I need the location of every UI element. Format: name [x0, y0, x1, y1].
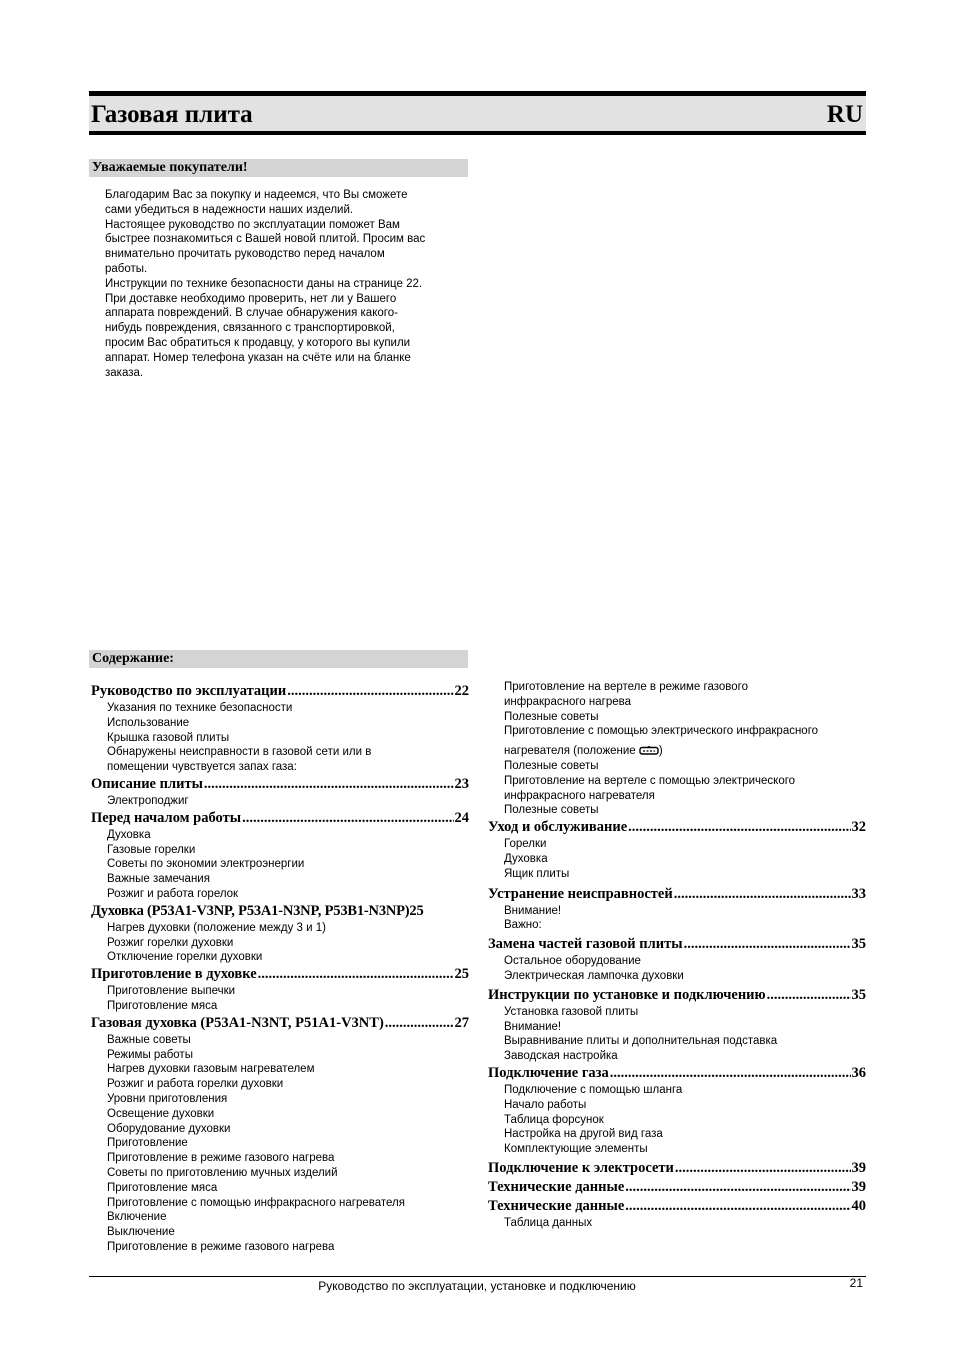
toc-entry[interactable] [488, 986, 866, 1005]
toc-subentry: Газовые горелки [107, 843, 196, 856]
toc-subentry: Приготовление выпечки [107, 985, 236, 998]
toc-entry-page: 32 [851, 819, 866, 836]
toc-entry-title: Подключение газа [488, 1064, 609, 1081]
toc-left-column [91, 682, 469, 1255]
toc-subentries [91, 1033, 469, 1255]
toc-entry-title: Описание плиты [91, 775, 203, 792]
toc-subentry: Настройка на другой вид газа [504, 1128, 663, 1141]
intro-line: заказа. [105, 366, 144, 379]
toc-subentry: Духовка [107, 828, 151, 841]
toc-entry-page: 33 [851, 885, 866, 902]
toc-subentry: нагревателя (положение ) [504, 745, 663, 758]
toc-entry-page: 23 [454, 775, 469, 792]
toc-subentries [488, 837, 866, 881]
toc-subentry: Освещение духовки [107, 1107, 215, 1120]
intro-line: сами убедиться в надежности наших изделий. [105, 203, 354, 216]
toc-entry[interactable] [488, 1197, 866, 1216]
toc-subentries [91, 921, 469, 965]
toc-subentry: Электроподжиг [107, 794, 189, 807]
toc-entry[interactable] [91, 1014, 469, 1033]
toc-heading: Содержание: [89, 650, 468, 668]
toc-entry-page: 27 [454, 1014, 469, 1031]
toc-entry-title: Приготовление в духовке [91, 966, 257, 983]
toc-right-column [488, 680, 866, 1231]
toc-subentry: Выключение [107, 1226, 175, 1239]
toc-subentry: Уровни приготовления [107, 1092, 228, 1105]
toc-subentry: Важные замечания [107, 873, 210, 886]
toc-entry[interactable] [488, 935, 866, 954]
intro-line: работы. [105, 262, 148, 275]
infrared-heater-mode-icon [639, 746, 659, 755]
toc-subentry: Указания по технике безопасности [107, 702, 293, 714]
toc-entry[interactable] [91, 775, 469, 794]
toc-subentry: Комплектующие элементы [504, 1143, 648, 1156]
toc-entry-page: 25 [454, 966, 469, 983]
toc-entry[interactable] [488, 1064, 866, 1083]
intro-line: нибудь повреждения, связанного с транспортировкой, [105, 322, 395, 335]
toc-entry-page: 36 [851, 1064, 866, 1081]
intro-line: просим Вас обратиться к продавцу, у которого вы купили [105, 336, 411, 349]
intro-line: Инструкции по технике безопасности даны на странице 22. [105, 277, 423, 290]
toc-entry-page: 35 [851, 986, 866, 1003]
toc-subentry: Полезные советы [504, 710, 599, 723]
toc-subentry: Приготовление с помощью инфракрасного нагревателя [107, 1196, 405, 1209]
toc-subentry: помещении чувствуется запах газа: [107, 761, 297, 774]
toc-entry-title: Технические данные [488, 1197, 625, 1214]
toc-subentries [91, 794, 469, 809]
toc-subentry: Режимы работы [107, 1048, 193, 1061]
toc-entry-title: Инструкции по установке и подключению [488, 986, 766, 1003]
toc-subentry: Отключение горелки духовки [107, 951, 263, 964]
toc-subentry: Ящик плиты [504, 867, 570, 880]
toc-subentries [488, 680, 866, 818]
toc-entry-title: Замена частей газовой плиты [488, 936, 683, 953]
toc-entry-page: 39 [851, 1159, 866, 1176]
intro-line: быстрее познакомиться с Вашей новой плитой. Просим вас [105, 233, 426, 246]
header-bottom-rule [89, 131, 866, 135]
intro-line: внимательно прочитать руководство перед началом [105, 248, 385, 261]
toc-subentry: Нагрев духовки (положение между 3 и 1) [107, 921, 326, 934]
toc-subentries [488, 1083, 866, 1157]
footer-title: Руководство по эксплуатации, установке и подключению [318, 1279, 636, 1293]
toc-entry[interactable] [91, 682, 469, 701]
page-number: 21 [849, 1276, 863, 1290]
toc-entry[interactable] [91, 902, 469, 921]
intro-line: При доставке необходимо проверить, нет ли у Вашего [105, 292, 397, 305]
toc-entry[interactable] [488, 1159, 866, 1178]
toc-subentries [488, 904, 866, 934]
toc-subentry: Внимание! [504, 904, 562, 917]
toc-entry-title: Устранение неисправностей [488, 885, 673, 902]
toc-subentry: Таблица данных [504, 1216, 593, 1229]
toc-subentry: Включение [107, 1211, 167, 1224]
toc-entry-title: Руководство по эксплуатации [91, 683, 287, 699]
toc-subentry: Обнаружены неисправности в газовой сети или в [107, 746, 372, 759]
toc-subentry: Электрическая лампочка духовки [504, 969, 684, 982]
toc-subentry: Начало работы [504, 1098, 587, 1111]
intro-heading: Уважаемые покупатели! [89, 159, 468, 177]
toc-entry[interactable] [488, 818, 866, 837]
toc-subentry: Нагрев духовки газовым нагревателем [107, 1063, 315, 1076]
toc-subentry: Использование [107, 716, 190, 729]
toc-subentry: Горелки [504, 838, 547, 851]
toc-subentry: Приготовление с помощью электрического инфракрасного [504, 725, 819, 738]
toc-subentries [91, 984, 469, 1014]
toc-entry[interactable] [91, 809, 469, 828]
toc-entry-title: Подключение к электросети [488, 1159, 674, 1176]
toc-subentry: Подключение с помощью шланга [504, 1083, 683, 1096]
toc-subentries [91, 828, 469, 902]
intro-line: Настоящее руководство по эксплуатации поможет Вам [105, 218, 400, 231]
toc-entry-title: Технические данные [488, 1178, 625, 1195]
toc-entry-title: Газовая духовка (P53A1-N3NT, P51A1-V3NT) [91, 1014, 384, 1031]
toc-subentry: Духовка [504, 852, 548, 865]
toc-subentry: Оборудование духовки [107, 1122, 231, 1135]
language-code: RU [826, 101, 863, 128]
intro-line: аппарат. Номер телефона указан на счёте или на бланке [105, 351, 411, 364]
intro-line: Благодарим Вас за покупку и надеемся, что Вы сможете [105, 189, 408, 201]
toc-entry[interactable] [488, 1178, 866, 1197]
toc-subentry: Полезные советы [504, 759, 599, 772]
toc-subentry: Выравнивание плиты и дополнительная подставка [504, 1035, 778, 1048]
intro-text [105, 188, 475, 380]
toc-subentry: Приготовление [107, 1137, 188, 1150]
toc-subentry: Приготовление в режиме газового нагрева [107, 1240, 335, 1253]
toc-subentry: Установка газовой плиты [504, 1005, 639, 1018]
toc-subentry: Полезные советы [504, 804, 599, 817]
toc-subentry: Важно: [504, 919, 542, 932]
toc-subentry: Заводская настройка [504, 1050, 618, 1063]
footer-rule [89, 1276, 866, 1277]
toc-entry-page: 24 [454, 809, 469, 826]
toc-subentry: Крышка газовой плиты [107, 731, 230, 744]
toc-subentry: Советы по экономии электроэнергии [107, 858, 305, 871]
toc-subentries [488, 1216, 866, 1231]
toc-entry-page: 22 [454, 683, 469, 699]
toc-subentry: Розжиг горелки духовки [107, 936, 234, 949]
toc-subentry: Таблица форсунок [504, 1113, 604, 1126]
toc-subentry: инфракрасного нагревателя [504, 789, 655, 802]
toc-subentry: Приготовление мяса [107, 999, 218, 1012]
toc-subentries [488, 1005, 866, 1064]
toc-subentry: Приготовление на вертеле с помощью электрического [504, 774, 796, 787]
intro-line: аппарата повреждений. В случае обнаружения какого- [105, 307, 398, 320]
toc-subentry: Розжиг и работа горелок [107, 887, 239, 900]
toc-subentry: Приготовление мяса [107, 1181, 218, 1194]
toc-subentry: Важные советы [107, 1033, 191, 1046]
toc-entry[interactable] [91, 965, 469, 984]
toc-entry-page: 39 [851, 1178, 866, 1195]
toc-entry[interactable] [488, 885, 866, 904]
toc-subentry: Приготовление в режиме газового нагрева [107, 1152, 335, 1165]
toc-entry-page: 40 [851, 1197, 866, 1214]
toc-entry-title: Перед началом работы [91, 809, 242, 826]
toc-subentry: Приготовление на вертеле в режиме газового [504, 681, 748, 693]
toc-subentries [488, 954, 866, 984]
toc-subentries [91, 701, 469, 775]
toc-subentry: Розжиг и работа горелки духовки [107, 1078, 284, 1091]
toc-subentry: Внимание! [504, 1020, 562, 1033]
toc-subentry: Остальное оборудование [504, 955, 641, 968]
toc-entry-title: Духовка (P53A1-V3NP, P53A1-N3NP, P53B1-N3NP) [91, 902, 410, 919]
toc-subentry: Советы по приготовлению мучных изделий [107, 1166, 338, 1179]
toc-entry-page: 35 [851, 936, 866, 953]
toc-entry-page: 25 [409, 902, 424, 919]
document-title: Газовая плита [91, 101, 253, 128]
toc-subentry: инфракрасного нагрева [504, 695, 631, 708]
toc-entry-title: Уход и обслуживание [488, 819, 628, 836]
